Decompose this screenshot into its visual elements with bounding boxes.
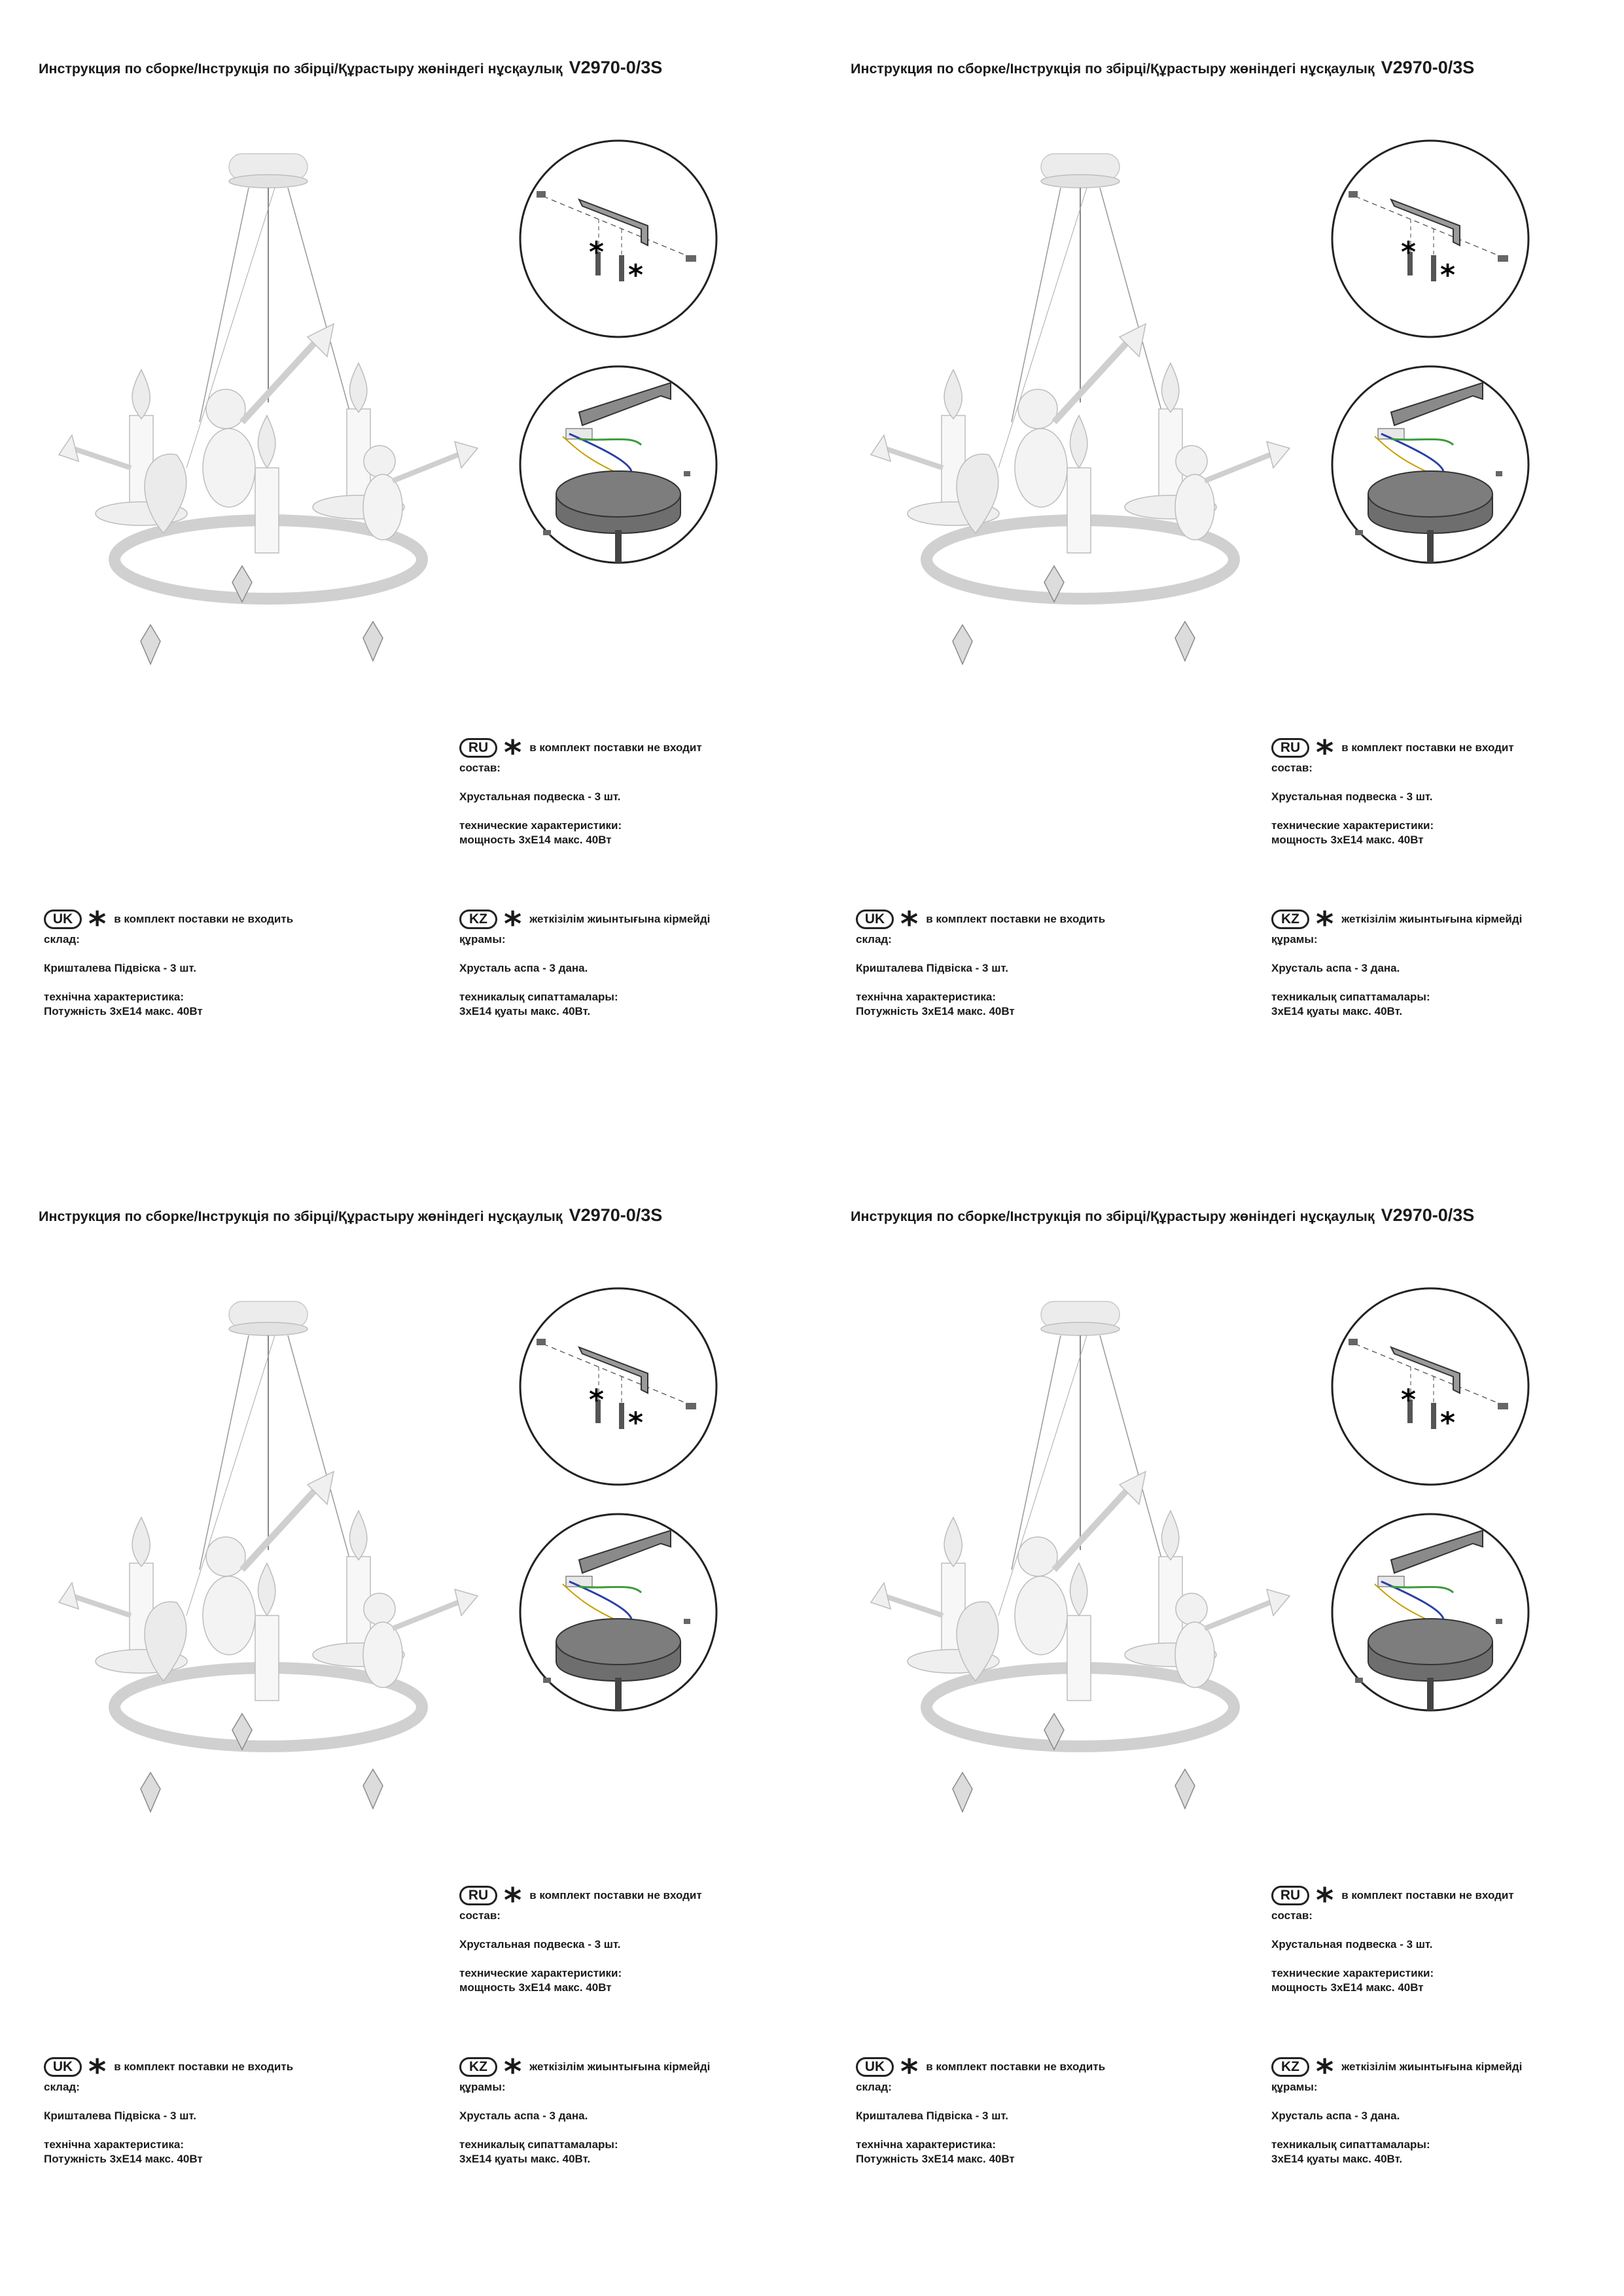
- ru-composition-label: состав:: [459, 762, 501, 774]
- ru-badge: RU: [459, 1886, 497, 1905]
- model-number: V2970-0/3S: [1381, 1205, 1475, 1225]
- instruction-copy: [812, 0, 1624, 1148]
- uk-specs-value: Потужність 3хЕ14 макс. 40Вт: [856, 2153, 1015, 2165]
- uk-not-included-note: в комплект поставки не входить: [926, 2060, 1106, 2073]
- uk-section: [856, 2054, 1105, 2166]
- svg-text:*: *: [589, 1383, 605, 1417]
- uk-not-included-note: в комплект поставки не входить: [926, 913, 1106, 925]
- svg-text:*: *: [1401, 236, 1417, 269]
- kz-specs-label: техникалық сипаттамалары:: [1271, 2138, 1430, 2151]
- asterisk-icon: *: [900, 905, 919, 944]
- ru-not-included-note: в комплект поставки не входит: [529, 1889, 702, 1901]
- instruction-copy: [0, 0, 812, 1148]
- ru-section: [459, 735, 702, 847]
- uk-specs-label: технічна характеристика:: [44, 991, 185, 1003]
- chandelier-illustration: [864, 1288, 1296, 1831]
- instruction-copy: [812, 1148, 1624, 2295]
- svg-text:*: *: [1440, 258, 1456, 292]
- kz-specs-value: 3хЕ14 қуаты макс. 40Вт.: [1271, 1005, 1403, 1017]
- ru-section: [1271, 735, 1514, 847]
- wiring-canopy-diagram: [517, 1511, 720, 1714]
- uk-not-included-note: в комплект поставки не входить: [114, 913, 294, 925]
- kz-composition-label: құрамы:: [459, 2081, 506, 2093]
- uk-specs-value: Потужність 3хЕ14 макс. 40Вт: [856, 1005, 1015, 1017]
- kz-section: [1271, 2054, 1522, 2166]
- ru-not-included-note: в комплект поставки не входит: [529, 741, 702, 754]
- kz-not-included-note: жеткізілім жиынтығына кірмейді: [1341, 913, 1523, 925]
- uk-section: [44, 906, 293, 1019]
- ru-composition-value: Хрустальная подвеска - 3 шт.: [459, 790, 621, 803]
- wiring-canopy-diagram: [517, 363, 720, 566]
- kz-not-included-note: жеткізілім жиынтығына кірмейді: [529, 2060, 711, 2073]
- model-number: V2970-0/3S: [569, 1205, 663, 1225]
- kz-specs-value: 3хЕ14 қуаты макс. 40Вт.: [459, 2153, 591, 2165]
- kz-composition-value: Хрусталь аспа - 3 дана.: [1271, 2110, 1400, 2122]
- kz-specs-value: 3хЕ14 қуаты макс. 40Вт.: [1271, 2153, 1403, 2165]
- asterisk-icon: *: [1316, 1881, 1334, 1920]
- kz-composition-value: Хрусталь аспа - 3 дана.: [1271, 962, 1400, 974]
- kz-specs-label: техникалық сипаттамалары:: [459, 991, 618, 1003]
- kz-specs-label: техникалық сипаттамалары:: [459, 2138, 618, 2151]
- chandelier-illustration: [52, 1288, 484, 1831]
- ru-badge: RU: [1271, 738, 1309, 758]
- kz-not-included-note: жеткізілім жиынтығына кірмейді: [1341, 2060, 1523, 2073]
- svg-text:*: *: [1401, 1383, 1417, 1417]
- asterisk-icon: *: [504, 733, 522, 773]
- asterisk-icon: *: [1316, 2053, 1334, 2092]
- ru-badge: RU: [459, 738, 497, 758]
- uk-specs-label: технічна характеристика:: [856, 991, 997, 1003]
- chandelier-illustration: [52, 141, 484, 684]
- kz-specs-label: техникалық сипаттамалары:: [1271, 991, 1430, 1003]
- kz-badge: KZ: [459, 2057, 497, 2077]
- kz-composition-label: құрамы:: [1271, 2081, 1318, 2093]
- uk-composition-label: склад:: [44, 2081, 80, 2093]
- model-number: V2970-0/3S: [569, 58, 663, 77]
- uk-section: [44, 2054, 293, 2166]
- mounting-bracket-diagram: [1329, 137, 1532, 340]
- instruction-title: [851, 58, 1610, 78]
- svg-text:*: *: [628, 258, 644, 292]
- svg-text:*: *: [589, 236, 605, 269]
- kz-composition-value: Хрусталь аспа - 3 дана.: [459, 962, 588, 974]
- ru-specs-label: технические характеристики:: [459, 1967, 622, 1979]
- kz-not-included-note: жеткізілім жиынтығына кірмейді: [529, 913, 711, 925]
- svg-text:*: *: [1440, 1406, 1456, 1439]
- uk-composition-label: склад:: [44, 933, 80, 945]
- title-prefix: Инструкция по сборке/Інструкція по збірці/Құрастыру жөніндегі нұсқаулық: [39, 1209, 563, 1224]
- ru-composition-label: состав:: [1271, 1909, 1313, 1922]
- kz-section: [1271, 906, 1522, 1019]
- uk-composition-value: Кришталева Підвіска - 3 шт.: [44, 962, 196, 974]
- uk-composition-label: склад:: [856, 933, 892, 945]
- ru-specs-label: технические характеристики:: [1271, 819, 1434, 832]
- kz-section: [459, 2054, 710, 2166]
- uk-composition-value: Кришталева Підвіска - 3 шт.: [856, 962, 1008, 974]
- instruction-title: [39, 58, 798, 78]
- mounting-bracket-diagram: [517, 1285, 720, 1488]
- ru-specs-value: мощность 3хЕ14 макс. 40Вт: [1271, 834, 1424, 846]
- kz-badge: KZ: [459, 910, 497, 929]
- ru-section: [459, 1882, 702, 1995]
- asterisk-icon: *: [900, 2053, 919, 2092]
- kz-composition-value: Хрусталь аспа - 3 дана.: [459, 2110, 588, 2122]
- svg-text:*: *: [628, 1406, 644, 1439]
- uk-section: [856, 906, 1105, 1019]
- asterisk-icon: *: [1316, 733, 1334, 773]
- kz-composition-label: құрамы:: [459, 933, 506, 945]
- title-prefix: Инструкция по сборке/Інструкція по збірці/Құрастыру жөніндегі нұсқаулық: [39, 61, 563, 77]
- ru-specs-value: мощность 3хЕ14 макс. 40Вт: [459, 834, 612, 846]
- uk-composition-value: Кришталева Підвіска - 3 шт.: [44, 2110, 196, 2122]
- uk-badge: UK: [44, 2057, 82, 2077]
- instruction-title: [39, 1205, 798, 1226]
- mounting-bracket-diagram: [1329, 1285, 1532, 1488]
- instruction-copy: [0, 1148, 812, 2295]
- kz-badge: KZ: [1271, 2057, 1309, 2077]
- wiring-canopy-diagram: [1329, 1511, 1532, 1714]
- kz-specs-value: 3хЕ14 қуаты макс. 40Вт.: [459, 1005, 591, 1017]
- uk-specs-value: Потужність 3хЕ14 макс. 40Вт: [44, 2153, 203, 2165]
- uk-not-included-note: в комплект поставки не входить: [114, 2060, 294, 2073]
- ru-composition-value: Хрустальная подвеска - 3 шт.: [459, 1938, 621, 1951]
- mounting-bracket-diagram: [517, 137, 720, 340]
- asterisk-icon: *: [88, 905, 107, 944]
- ru-specs-label: технические характеристики:: [1271, 1967, 1434, 1979]
- asterisk-icon: *: [88, 2053, 107, 2092]
- ru-composition-value: Хрустальная подвеска - 3 шт.: [1271, 790, 1433, 803]
- asterisk-icon: *: [504, 905, 522, 944]
- title-prefix: Инструкция по сборке/Інструкція по збірці/Құрастыру жөніндегі нұсқаулық: [851, 1209, 1375, 1224]
- ru-composition-value: Хрустальная подвеска - 3 шт.: [1271, 1938, 1433, 1951]
- asterisk-icon: *: [504, 2053, 522, 2092]
- title-prefix: Инструкция по сборке/Інструкція по збірці/Құрастыру жөніндегі нұсқаулық: [851, 61, 1375, 77]
- ru-specs-value: мощность 3хЕ14 макс. 40Вт: [1271, 1981, 1424, 1994]
- uk-badge: UK: [856, 910, 894, 929]
- asterisk-icon: *: [1316, 905, 1334, 944]
- model-number: V2970-0/3S: [1381, 58, 1475, 77]
- uk-composition-value: Кришталева Підвіска - 3 шт.: [856, 2110, 1008, 2122]
- ru-specs-value: мощность 3хЕ14 макс. 40Вт: [459, 1981, 612, 1994]
- asterisk-icon: *: [504, 1881, 522, 1920]
- ru-specs-label: технические характеристики:: [459, 819, 622, 832]
- wiring-canopy-diagram: [1329, 363, 1532, 566]
- ru-section: [1271, 1882, 1514, 1995]
- instruction-title: [851, 1205, 1610, 1226]
- uk-composition-label: склад:: [856, 2081, 892, 2093]
- uk-badge: UK: [856, 2057, 894, 2077]
- uk-specs-label: технічна характеристика:: [856, 2138, 997, 2151]
- uk-specs-label: технічна характеристика:: [44, 2138, 185, 2151]
- ru-badge: RU: [1271, 1886, 1309, 1905]
- ru-not-included-note: в комплект поставки не входит: [1341, 741, 1514, 754]
- ru-not-included-note: в комплект поставки не входит: [1341, 1889, 1514, 1901]
- kz-badge: KZ: [1271, 910, 1309, 929]
- uk-specs-value: Потужність 3хЕ14 макс. 40Вт: [44, 1005, 203, 1017]
- ru-composition-label: состав:: [1271, 762, 1313, 774]
- chandelier-illustration: [864, 141, 1296, 684]
- uk-badge: UK: [44, 910, 82, 929]
- ru-composition-label: состав:: [459, 1909, 501, 1922]
- kz-composition-label: құрамы:: [1271, 933, 1318, 945]
- kz-section: [459, 906, 710, 1019]
